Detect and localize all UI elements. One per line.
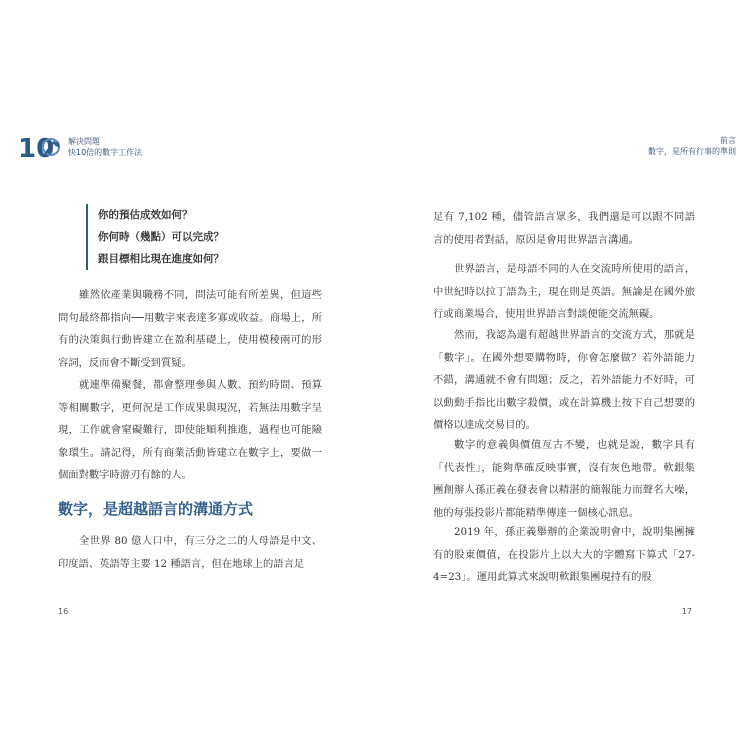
svg-text:10: 10 — [18, 134, 55, 162]
paragraph: 雖然依產業與職務不同，問法可能有所差異，但這些問句最終都指向──用數字來表達多寡或收益。商場上，所有的決策與行動皆建立在盈利基礎上，使用模稜兩可的形容詞，反而會不斷受到質疑。 — [58, 289, 322, 369]
ten-logo-icon — [18, 132, 64, 162]
paragraph: 就連準備聚餐，都會整理參與人數、預約時間、預算等相關數字，更何況是工作成果與現況，若無法用數字呈現，工作就會窒礙難行，即使能順利推進，過程也可能險象環生。請記得，所有商業活動皆建立在數字上，要做一個面對數字時游刃有餘的人。 — [58, 379, 322, 481]
right-page — [375, 0, 750, 750]
paragraph: 足有 7,102 種，儘管語言眾多，我們還是可以跟不同語言的使用者對話，原因是會用世界語言溝通。 — [433, 211, 695, 246]
paragraph: 世界語言，是母語不同的人在交流時所使用的語言，中世紀時以拉丁語為主，現在則是英語。無論是在國外旅行或商業場合，使用世界語言對談便能交流無礙。 — [433, 263, 695, 320]
page-number: 16 — [58, 607, 69, 616]
quote-line: 你何時（幾點）可以完成？ — [98, 231, 224, 243]
section-title: 數字，是超越語言的溝通方式 — [58, 500, 254, 518]
book-title-label: 快10倍的數字工作法 — [68, 148, 143, 157]
quote-line: 跟目標相比現在進度如何？ — [98, 253, 224, 265]
paragraph: 全世界 80 億人口中，有三分之二的人母語是中文、印度語、英語等主要 12 種語言，但在地球上的語言足 — [58, 535, 322, 570]
running-header-right — [648, 135, 736, 157]
paragraph: 2019 年，孫正義舉辦的企業說明會中，說明集團擁有的股東價值，在投影片上以大大的字體寫下算式「27-4=23」。運用此算式來說明軟銀集團現持有的股 — [433, 526, 695, 583]
paragraph: 數字的意義與價值亙古不變，也就是說，數字具有「代表性」，能夠準確反映事實，沒有灰色地帶。軟銀集團創辦人孫正義在發表會以精湛的簡報能力而聲名大噪，他的每張投影片都能精準傳達一個核心訊息。 — [433, 439, 695, 519]
chapter-title-label: 數字，是所有行事的準則 — [648, 147, 736, 156]
quote-line: 你的預估成效如何？ — [98, 209, 193, 221]
paragraph: 然而，我認為還有超越世界語言的交流方式，那就是「數字」。在國外想要購物時，你會怎麼做？若外語能力不錯，溝通就不會有問題；反之，若外語能力不好時，可以動動手指比出數字殺價，或在計算機上按下自己想要的價格以達成交易目的。 — [433, 329, 695, 431]
quote-block — [86, 204, 338, 270]
chapter-label: 前言 — [720, 136, 736, 145]
page-number: 17 — [681, 607, 692, 616]
running-header-left — [18, 132, 142, 162]
book-series-label: 解決問題 — [68, 137, 100, 146]
